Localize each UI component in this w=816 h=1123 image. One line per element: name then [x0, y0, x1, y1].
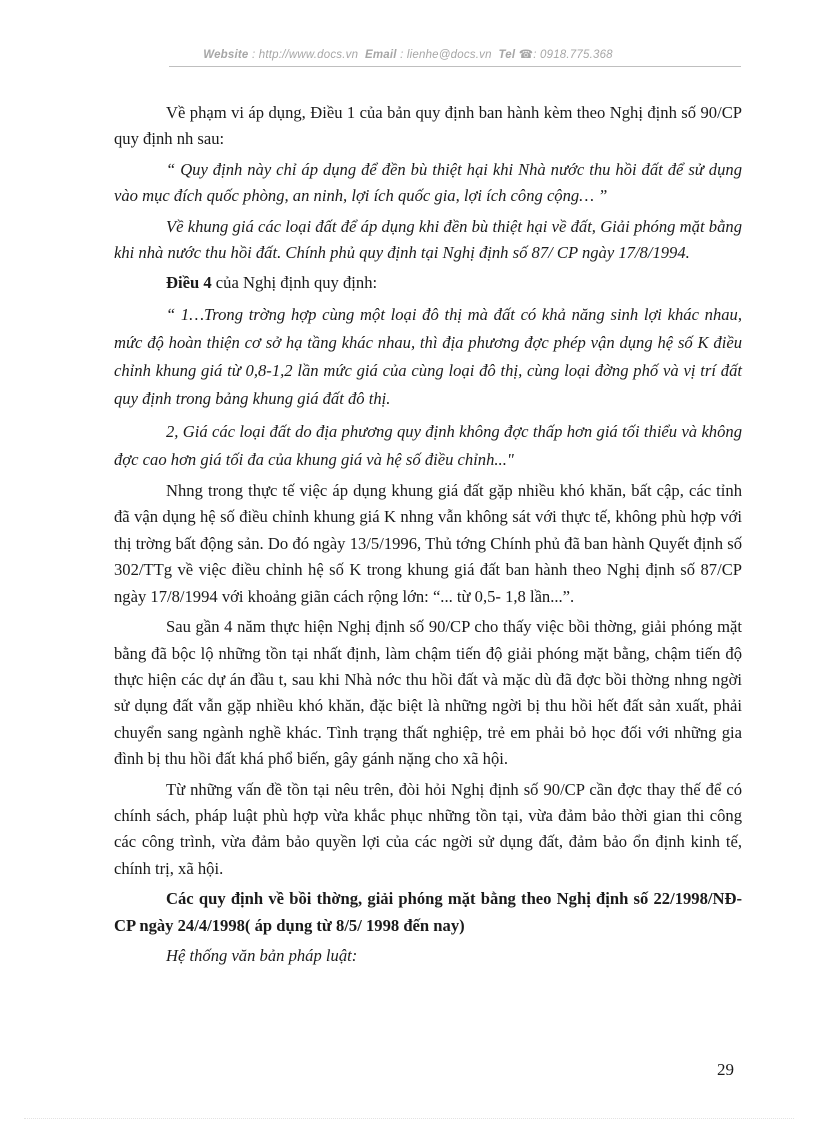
document-body [114, 100, 742, 973]
page-header [0, 47, 816, 61]
email-label: Email [365, 49, 397, 61]
email-value: : lienhe@docs.vn [400, 49, 492, 61]
paragraph-replacement: Từ những vấn đề tồn tại nêu trên, đòi hỏi Nghị định số 90/CP cần đợc thay thế để có chính sách, pháp luật phù hợp vừa khắc phục những tồn tại, vừa đảm bảo thời gian thi công các công trình, vừa đảm bảo quyền lợi của các ngời sử dụng đất, đảm bảo ổn định kinh tế, chính trị, xã hội. [114, 779, 742, 878]
header-rule [169, 66, 741, 67]
tel-label: Tel [498, 49, 516, 61]
quote-scope: “ Quy định này chỉ áp dụng để đền bù thiệt hại khi Nhà nước thu hồi đất để sử dụng vào mục đích quốc phòng, an ninh, lợi ích quốc gia, lợi ích công cộng… ” [114, 159, 742, 206]
page-number: 29 [717, 1060, 734, 1079]
subheading-legal-system: Hệ thống văn bản pháp luật: [166, 945, 358, 965]
paragraph-practice: Nhng trong thực tế việc áp dụng khung giá đất gặp nhiều khó khăn, bất cập, các tỉnh đã vận dụng hệ số điều chỉnh khung giá K nhng vẫn không sát với thực tế, không phù hợp với thị trờng bất động sản. Do đó ngày 13/5/1996, Thủ tớng Chính phủ đã ban hành Quyết định số 302/TTg về việc điều chỉnh hệ số K trong khung giá đất ban hành theo Nghị định số 87/CP ngày 17/8/1994 với khoảng giãn cách rộng lớn: “... từ 0,5- 1,8 lần...”. [114, 481, 742, 606]
website-value: : http://www.docs.vn [251, 49, 359, 61]
article-4-label: Điều 4 [166, 273, 212, 293]
quote-article-4-clause-1: “ 1…Trong trờng hợp cùng một loại đô thị mà đất có khả năng sinh lợi khác nhau, mức độ hoàn thiện cơ sở hạ tầng khác nhau, thì địa phương đợc phép vận dụng hệ số K điều chỉnh khung giá từ 0,8-1,2 lần mức giá của cùng loại đô thị, cùng loại đờng phố và vị trí đất quy định trong bảng khung giá đất đô thị. [114, 304, 742, 409]
paragraph-four-years: Sau gần 4 năm thực hiện Nghị định số 90/CP cho thấy việc bồi thờng, giải phóng mặt bằng đã bộc lộ những tồn tại nhất định, làm chậm tiến độ giải phóng mặt bằng, chậm tiến độ thực hiện các dự án đầu t, sau khi Nhà nớc thu hồi đất và mặc dù đã đợc bồi thờng nhng ngời sử dụng đất vẫn gặp nhiều khó khăn, đặc biệt là những ngời bị thu hồi hết đất sản xuất, phải chuyển sang ngành nghề khác. Tình trạng thất nghiệp, trẻ em phải bỏ học đối với những gia đình bị thu hồi đất khá phổ biến, gây gánh nặng cho xã hội. [114, 617, 742, 769]
article-4-rest: của Nghị định quy định: [211, 273, 378, 293]
paragraph-price-frame: Về khung giá các loại đất để áp dụng khi đền bù thiệt hại về đất, Giải phóng mặt bằng khi nhà nước thu hồi đất. Chính phủ quy định tại Nghị định số 87/ CP ngày 17/8/1994. [114, 216, 742, 263]
tel-value: : 0918.775.368 [533, 49, 613, 61]
phone-icon: ☎ [518, 49, 534, 61]
quote-article-4-clause-2: 2, Giá các loại đất do địa phương quy định không đợc thấp hơn giá tối thiểu và không đợc cao hơn giá tối đa của khung giá và hệ số điều chỉnh..." [114, 421, 742, 469]
website-label: Website [203, 49, 249, 61]
paragraph-scope: Về phạm vi áp dụng, Điều 1 của bản quy định ban hành kèm theo Nghị định số 90/CP quy định nh sau: [114, 103, 742, 149]
paragraph-article-4 [114, 270, 742, 296]
section-heading: Các quy định về bồi thờng, giải phóng mặt bằng theo Nghị định số 22/1998/NĐ- CP ngày 24/4/1998( áp dụng từ 8/5/ 1998 đến nay) [114, 889, 742, 935]
footer-divider [24, 1118, 794, 1119]
